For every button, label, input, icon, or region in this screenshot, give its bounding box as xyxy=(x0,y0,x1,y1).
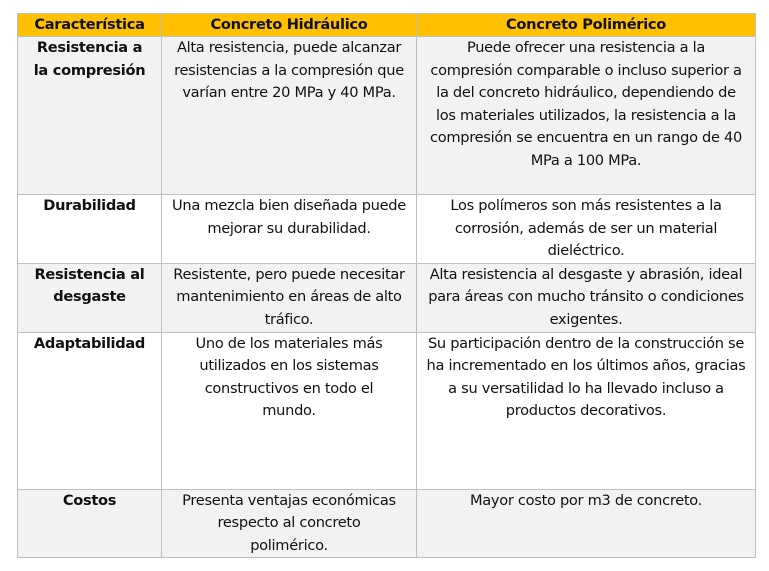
hidraulico-cell: Resistente, pero puede necesitar mantenimiento en áreas de alto tráfico. xyxy=(162,263,417,332)
polimerico-cell: Alta resistencia al desgaste y abrasión, ideal para áreas con mucho tránsito o condiciones exigentes. xyxy=(417,263,756,332)
header-concreto-hidraulico: Concreto Hidráulico xyxy=(162,14,417,37)
table-row xyxy=(18,332,756,489)
polimerico-cell: Puede ofrecer una resistencia a la compresión comparable o incluso superior a la del concreto hidráulico, dependiendo de los materiales utilizados, la resistencia a la compresión se encuentra en un rango de 40 MPa a 100 MPa. xyxy=(417,37,756,195)
hidraulico-cell: Alta resistencia, puede alcanzar resistencias a la compresión que varían entre 20 MPa y 40 MPa. xyxy=(162,37,417,195)
table-row xyxy=(18,263,756,332)
header-concreto-polimerico: Concreto Polimérico xyxy=(417,14,756,37)
polimerico-cell: Su participación dentro de la construcción se ha incrementado en los últimos años, gracias a su versatilidad lo ha llevado incluso a productos decorativos. xyxy=(417,332,756,489)
feature-cell: Costos xyxy=(18,489,162,558)
hidraulico-cell: Uno de los materiales más utilizados en los sistemas constructivos en todo el mundo. xyxy=(162,332,417,489)
polimerico-cell: Los polímeros son más resistentes a la corrosión, además de ser un material dieléctrico. xyxy=(417,195,756,264)
feature-cell: Resistencia al desgaste xyxy=(18,263,162,332)
polimerico-cell: Mayor costo por m3 de concreto. xyxy=(417,489,756,558)
hidraulico-cell: Una mezcla bien diseñada puede mejorar su durabilidad. xyxy=(162,195,417,264)
feature-cell: Resistencia a la compresión xyxy=(18,37,162,195)
feature-cell: Adaptabilidad xyxy=(18,332,162,489)
comparison-table xyxy=(17,13,756,558)
feature-cell: Durabilidad xyxy=(18,195,162,264)
header-caracteristica: Característica xyxy=(18,14,162,37)
table-row xyxy=(18,489,756,558)
table-row xyxy=(18,195,756,264)
header-row xyxy=(18,14,756,37)
table-row xyxy=(18,37,756,195)
hidraulico-cell: Presenta ventajas económicas respecto al concreto polimérico. xyxy=(162,489,417,558)
